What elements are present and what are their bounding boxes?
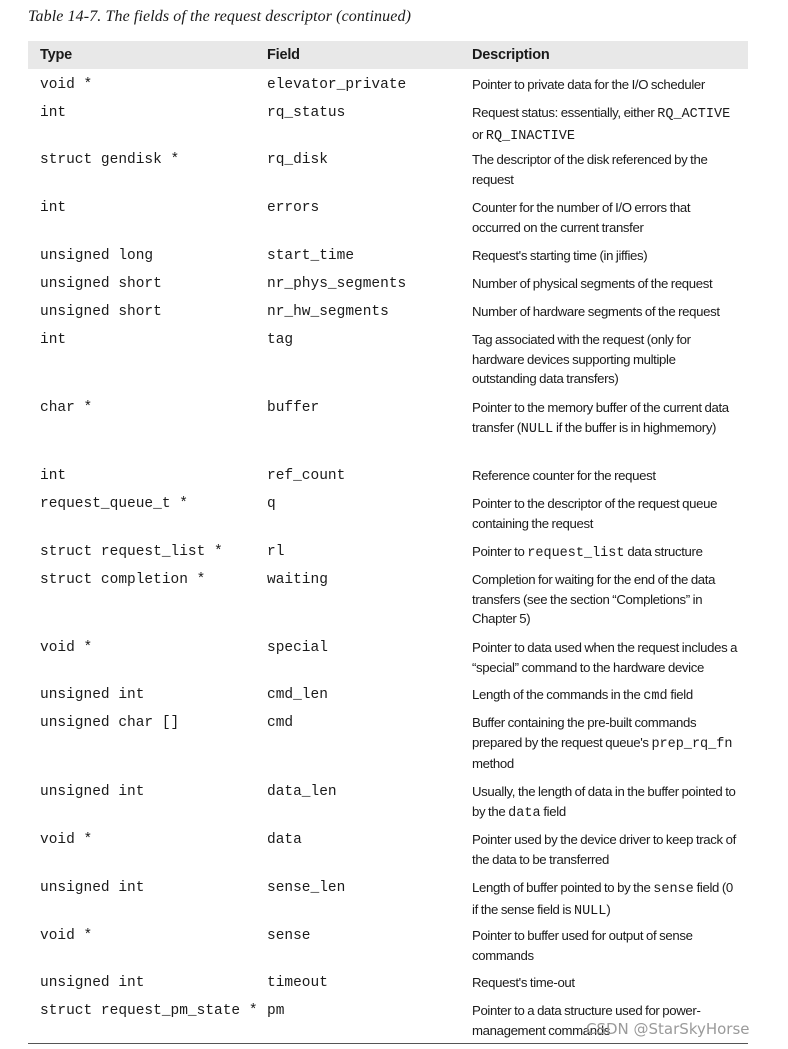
row-description: Request's starting time (in jiffies): [472, 248, 648, 263]
row-description: Completion for waiting for the end of the data transfers (see the section “Completions” in Chapter 5): [472, 572, 716, 626]
row-type: unsigned short: [40, 276, 162, 292]
row-type: struct completion *: [40, 572, 206, 588]
header-type: Type: [40, 47, 72, 63]
row-field: nr_hw_segments: [267, 304, 389, 320]
row-type: unsigned int: [40, 880, 145, 896]
row-description: Request's time-out: [472, 975, 575, 990]
row-description: Usually, the length of data in the buffer pointed to by the data field: [472, 784, 736, 821]
row-type: struct request_list *: [40, 544, 223, 560]
row-type: unsigned char []: [40, 715, 180, 731]
row-field: tag: [267, 332, 294, 348]
row-type: void *: [40, 928, 93, 944]
row-description: Request status: essentially, either RQ_ACTIVE or RQ_INACTIVE: [472, 105, 731, 144]
row-type: int: [40, 200, 67, 216]
row-description: Pointer to the descriptor of the request queue containing the request: [472, 496, 718, 531]
row-type: int: [40, 105, 67, 121]
row-type: struct gendisk *: [40, 152, 180, 168]
header-field: Field: [267, 47, 300, 63]
row-field: ref_count: [267, 468, 346, 484]
row-description: Tag associated with the request (only for hardware devices supporting multiple outstanding data transfers): [472, 332, 691, 386]
row-field: rq_status: [267, 105, 346, 121]
row-description: Pointer used by the device driver to keep track of the data to be transferred: [472, 832, 736, 867]
row-type: void *: [40, 77, 93, 93]
row-description: Counter for the number of I/O errors that occurred on the current transfer: [472, 200, 691, 235]
row-field: cmd: [267, 715, 294, 731]
csdn-watermark: CSDN @StarSkyHorse: [586, 1020, 750, 1038]
row-type: char *: [40, 400, 93, 416]
header-description: Description: [472, 47, 550, 63]
row-type: void *: [40, 640, 93, 656]
row-field: q: [267, 496, 276, 512]
row-description: Reference counter for the request: [472, 468, 656, 483]
row-type: unsigned int: [40, 687, 145, 703]
row-type: unsigned short: [40, 304, 162, 320]
table-bottom-rule: [28, 1043, 748, 1044]
row-description: Buffer containing the pre-built commands prepared by the request queue's prep_rq_fn method: [472, 715, 733, 771]
row-field: data: [267, 832, 302, 848]
row-type: void *: [40, 832, 93, 848]
row-description: The descriptor of the disk referenced by the request: [472, 152, 708, 187]
table-caption: Table 14-7. The fields of the request descriptor (continued): [28, 8, 411, 25]
row-field: data_len: [267, 784, 337, 800]
row-type: request_queue_t *: [40, 496, 188, 512]
row-description: Pointer to a data structure used for power-management commands: [472, 1003, 701, 1038]
row-description: Pointer to private data for the I/O scheduler: [472, 77, 705, 92]
row-type: struct request_pm_state *: [40, 1003, 258, 1019]
row-description: Pointer to data used when the request includes a “special” command to the hardware device: [472, 640, 738, 675]
row-field: timeout: [267, 975, 328, 991]
row-description: Length of the commands in the cmd field: [472, 687, 693, 704]
row-type: int: [40, 468, 67, 484]
row-field: rq_disk: [267, 152, 328, 168]
row-field: sense: [267, 928, 311, 944]
row-description: Length of buffer pointed to by the sense field (0 if the sense field is NULL): [472, 880, 733, 919]
row-field: rl: [267, 544, 285, 560]
row-type: unsigned int: [40, 975, 145, 991]
row-description: Pointer to request_list data structure: [472, 544, 703, 561]
row-field: waiting: [267, 572, 328, 588]
row-field: pm: [267, 1003, 285, 1019]
row-type: unsigned int: [40, 784, 145, 800]
row-field: cmd_len: [267, 687, 328, 703]
row-field: errors: [267, 200, 320, 216]
row-description: Number of physical segments of the request: [472, 276, 713, 291]
row-description: Number of hardware segments of the request: [472, 304, 720, 319]
row-field: nr_phys_segments: [267, 276, 407, 292]
row-description: Pointer to the memory buffer of the current data transfer (NULL if the buffer is in highmemory): [472, 400, 729, 437]
table-header: [28, 41, 748, 69]
row-type: unsigned long: [40, 248, 154, 264]
row-description: Pointer to buffer used for output of sense commands: [472, 928, 693, 963]
row-field: elevator_private: [267, 77, 407, 93]
row-type: int: [40, 332, 67, 348]
row-field: start_time: [267, 248, 355, 264]
row-field: special: [267, 640, 328, 656]
row-field: buffer: [267, 400, 320, 416]
row-field: sense_len: [267, 880, 346, 896]
